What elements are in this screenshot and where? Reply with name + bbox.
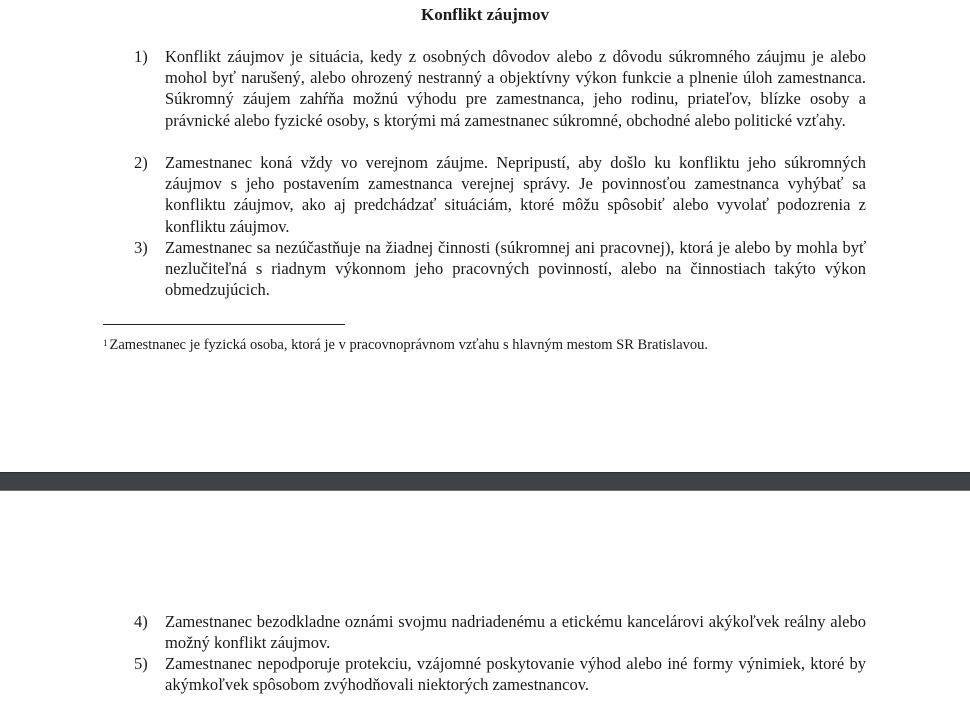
list-item bbox=[134, 152, 866, 237]
list-item bbox=[134, 653, 866, 695]
list-item-number: 5) bbox=[134, 654, 148, 673]
list-item-text: Zamestnanec bezodkladne oznámi svojmu nadriadenému a etickému kancelárovi akýkoľvek reálny alebo možný konflikt záujmov. bbox=[165, 612, 866, 653]
footnote-text: Zamestnanec je fyzická osoba, ktorá je v pracovnoprávnom vzťahu s hlavným mestom SR Bratislavou. bbox=[109, 337, 709, 353]
list-item-number: 4) bbox=[134, 612, 148, 631]
list-item bbox=[134, 237, 866, 301]
list-item-text: Zamestnanec nepodporuje protekciu, vzájomné poskytovanie výhod alebo iné formy výnimiek, ktoré by akýmkoľvek spôsobom zvýhodňovali niektorých zamestnancov. bbox=[165, 654, 866, 695]
document-page-bottom bbox=[0, 491, 970, 702]
footnote-divider bbox=[103, 324, 345, 325]
list-item-number: 2) bbox=[134, 153, 148, 172]
list-item bbox=[134, 46, 866, 131]
footnote-marker: 1 bbox=[103, 338, 108, 348]
list-item-number: 3) bbox=[134, 238, 148, 257]
section-title: Konflikt záujmov bbox=[421, 5, 549, 24]
list-item-number: 1) bbox=[134, 47, 148, 66]
footnote bbox=[103, 336, 863, 354]
list-item-text: Konflikt záujmov je situácia, kedy z osobných dôvodov alebo z dôvodu súkromného záujmu je alebo mohol byť narušený, alebo ohrozený nestranný a objektívny výkon funkcie a plnenie úloh zamestnanca. Súkromný záujem zahŕňa možnú výhodu pre zamestnanca, jeho rodinu, priateľov, blízke osoby a právnické alebo fyzické osoby, s ktorými má zamestnanec súkromné, obchodné alebo politické vzťahy. bbox=[165, 47, 866, 130]
list-item bbox=[134, 611, 866, 653]
list-item-text: Zamestnanec koná vždy vo verejnom záujme. Nepripustí, aby došlo ku konfliktu jeho súkromných záujmov s jeho postavením zamestnanca verejnej správy. Je povinnosťou zamestnanca vyhýbať sa konfliktu záujmov, ako aj predchádzať situáciám, ktoré môžu spôsobiť alebo vyvolať podozrenia z konfliktu záujmov. bbox=[165, 153, 866, 236]
list-item-text: Zamestnanec sa nezúčastňuje na žiadnej činnosti (súkromnej ani pracovnej), ktorá je alebo by mohla byť nezlučiteľná s riadnym výkonnom jeho pracovných povinností, alebo na činnostiach takýto výkon obmedzujúcich. bbox=[165, 238, 866, 300]
page-separator bbox=[0, 472, 970, 491]
